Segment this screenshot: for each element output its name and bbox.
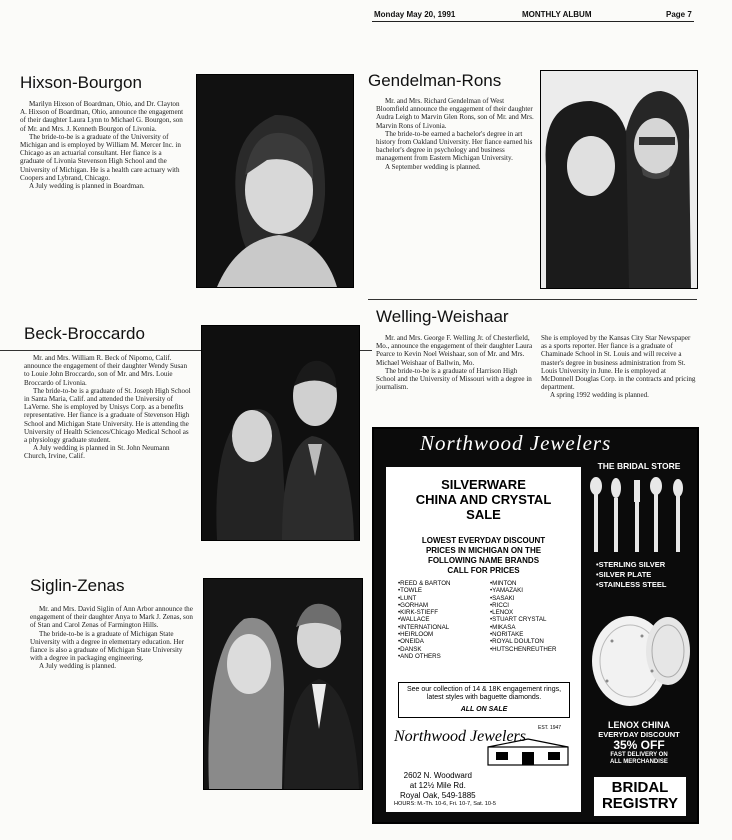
brand-item: • MIKASA [490,624,556,631]
metal-item: • SILVER PLATE [596,570,666,580]
metal-item: • STERLING SILVER [596,560,666,570]
established-label: EST. 1947 [538,725,562,731]
headline-siglin-zenas: Siglin-Zenas [30,576,125,595]
sale-title-line: CHINA AND CRYSTAL [415,492,552,507]
header-page-number: Page 7 [666,10,692,19]
storefront-icon [486,737,570,767]
portrait-image [541,71,697,288]
brand-item: • ONEIDA [398,638,451,645]
brand-item: • AND OTHERS [398,653,451,660]
brand-item: • YAMAZAKI [490,587,556,594]
brand-item: • INTERNATIONAL [398,624,451,631]
brand-item: • GORHAM [398,602,451,609]
china-plates-icon [582,601,692,716]
northwood-jewelers-ad [372,427,699,824]
article-welling-weishaar-col2 [541,334,697,400]
brand-item: • TOWLE [398,587,451,594]
address-line: at 12½ Mile Rd. [409,781,466,790]
paragraph: Mr. and Mrs. David Siglin of Ann Arbor announce the engagement of their daughter Anya to Mark J. Zenas, son of Stan and Carol Zenas of Farmington Hills. [30,605,193,630]
headline-welling-weishaar: Welling-Weishaar [376,307,509,326]
brand-item: • STUART CRYSTAL [490,616,556,623]
ad-sale-panel [386,467,581,812]
paragraph: The bride-to-be earned a bachelor's degree in art history from Oakland University. Her fiance earned his bachelor's degree in psychology and business management from Eastern Michigan University. [376,129,533,163]
brand-list-right [490,580,556,653]
metal-list [596,560,666,590]
article-hixson-bourgon [20,100,187,190]
article-beck-broccardo [24,354,192,461]
brand-item: • ROYAL DOULTON [490,638,556,645]
metal-item: • STAINLESS STEEL [596,580,666,590]
paragraph: Marilyn Hixson of Boardman, Ohio, and Dr. Clayton A. Hixson of Boardman, Ohio, announce the engagement of their daughter Laura Lynn to Michael G. Bourgon, son of Mr. and Mrs. J. Kenneth Bourgon of Livonia. [20,100,184,133]
discount-line: PRICES IN MICHIGAN ON THE [425,546,542,555]
paragraph: The bride-to-be is a graduate of the University of Michigan and is employed by William M. Mercer Inc. in Chicago as an actuarial consultant. Her fiance is a graduate of Livonia Stevenson High School and the University of Michigan. He is a health care actuary with Coopers and Lybrand, Chicago. [20,132,181,182]
discount-line: LOWEST EVERYDAY DISCOUNT [421,536,546,545]
brand-item: • KIRK-STIEFF [398,609,451,616]
paragraph: Mr. and Mrs. Richard Gendelman of West Bloomfield announce the engagement of their daughter Audra Leigh to Marvin Glen Rons, son of Mr. and Mrs. Marvin Rons of Livonia. [376,97,534,130]
bridal-registry-box [594,777,686,816]
brand-item: • LENOX [490,609,556,616]
headline-gendelman-rons: Gendelman-Rons [368,71,502,90]
paragraph: Mr. and Mrs. William R. Beck of Nipomo, Calif. announce the engagement of their daughter Wendy Susan to Louie John Broccardo, son of Mr. and Mrs. Louie Broccardo of Livonia. [24,354,187,387]
brand-item: • SASAKI [490,595,556,602]
brand-item: • RICCI [490,602,556,609]
percent-off: 35% OFF [613,738,665,752]
paragraph: The bride-to-be is a graduate of St. Joseph High School in Santa Maria, Calif. and attended the University of LaVerne. She is employed by Unisys Corp. as a benefits representative. Her fiance is a graduate of Stevenson High School and Michigan State University. He is attending the University of Health Sciences/Chicago Medical School as a physiology graduate student. [24,386,191,445]
discount-line: CALL FOR PRICES [447,566,520,575]
ad-brand-logo-small: Northwood Jewelers [394,728,526,745]
headline-hixson-bourgon: Hixson-Bourgon [20,73,142,92]
paragraph: She is employed by the Kansas City Star Newspaper as a sports reporter. Her fiance is a graduate of Chaminade School in St. Louis and will receive a master's degree in business administration from St. Louis University in June. He is employed at McDonnell Douglas Corp. in the contracts and pricing department. [541,334,696,392]
bridal-registry-line: REGISTRY [601,795,679,812]
bridal-registry-line: BRIDAL [611,779,669,796]
lenox-line: EVERYDAY DISCOUNT [598,730,680,739]
delivery-line: ALL MERCHANDISE [610,759,668,765]
sale-title-line: SILVERWARE [441,477,526,492]
paragraph: A July wedding is planned. [39,662,117,671]
brand-item: • MINTON [490,580,556,587]
delivery-line: FAST DELIVERY ON [610,752,668,758]
all-on-sale-label: ALL ON SALE [460,706,508,713]
engagement-rings-box [398,682,570,718]
brand-item: • WALLACE [398,616,451,623]
brand-item: • HEIRLOOM [398,631,451,638]
lenox-line: LENOX CHINA [607,720,670,730]
lenox-block [586,721,692,766]
photo-siglin-zenas [203,578,363,790]
brand-item: • LUNT [398,595,451,602]
address-line: 2602 N. Woodward [403,771,472,780]
paragraph: A July wedding is planned in St. John Neumann Church, Irvine, Calif. [24,444,170,461]
article-siglin-zenas [30,605,196,671]
bridal-store-tagline: THE BRIDAL STORE [597,461,681,471]
portrait-image [202,326,359,540]
photo-hixson-bourgon [196,74,354,288]
header-date: Monday May 20, 1991 [374,10,456,19]
photo-gendelman-rons [540,70,698,289]
photo-beck-broccardo [201,325,360,541]
header-rule [372,21,694,22]
paragraph: A spring 1992 wedding is planned. [550,391,649,400]
portrait-image [197,75,353,287]
headline-beck-broccardo: Beck-Broccardo [24,324,145,343]
article-gendelman-rons [376,97,534,171]
address-line: Royal Oak, 549-1885 [400,791,476,800]
brand-item: • NORITAKE [490,631,556,638]
brand-item: • HUTSCHENREUTHER [490,646,556,653]
brand-item: • REED & BARTON [398,580,451,587]
store-hours: HOURS: M.-Th. 10-6, Fri. 10-7, Sat. 10-5 [394,801,496,807]
brand-item: • DANSK [398,646,451,653]
engagement-rings-text: See our collection of 14 & 18K engagement rings, latest styles with baguette diamonds. [406,686,562,701]
ad-brand-logo: Northwood Jewelers [420,431,612,455]
article-welling-weishaar-col1 [376,334,534,391]
silverware-icon [586,476,690,556]
address-block [400,771,476,801]
sale-title-line: SALE [466,507,501,522]
paragraph: A July wedding is planned in Boardman. [29,182,145,191]
discount-line: FOLLOWING NAME BRANDS [427,556,540,565]
header-publication: MONTHLY ALBUM [522,10,592,19]
paragraph: A September wedding is planned. [385,162,481,171]
section-rule [368,299,697,300]
portrait-image [204,579,362,789]
brand-list-left [398,580,451,660]
paragraph: The bride-to-be is a graduate of Harrison High School and the University of Missouri with a degree in journalism. [376,366,532,392]
paragraph: The bride-to-be is a graduate of Michigan State University with a degree in elementary education. Her fiance is also a graduate of Michigan State University with a degree in packaging engineering. [30,629,185,663]
paragraph: Mr. and Mrs. George F. Welling Jr. of Chesterfield, Mo., announce the engagement of their daughter Laura Pearce to Kevin Noel Weishaar, son of Mr. and Mrs. Michael Weishaar of Ballwin, Mo. [376,334,533,367]
